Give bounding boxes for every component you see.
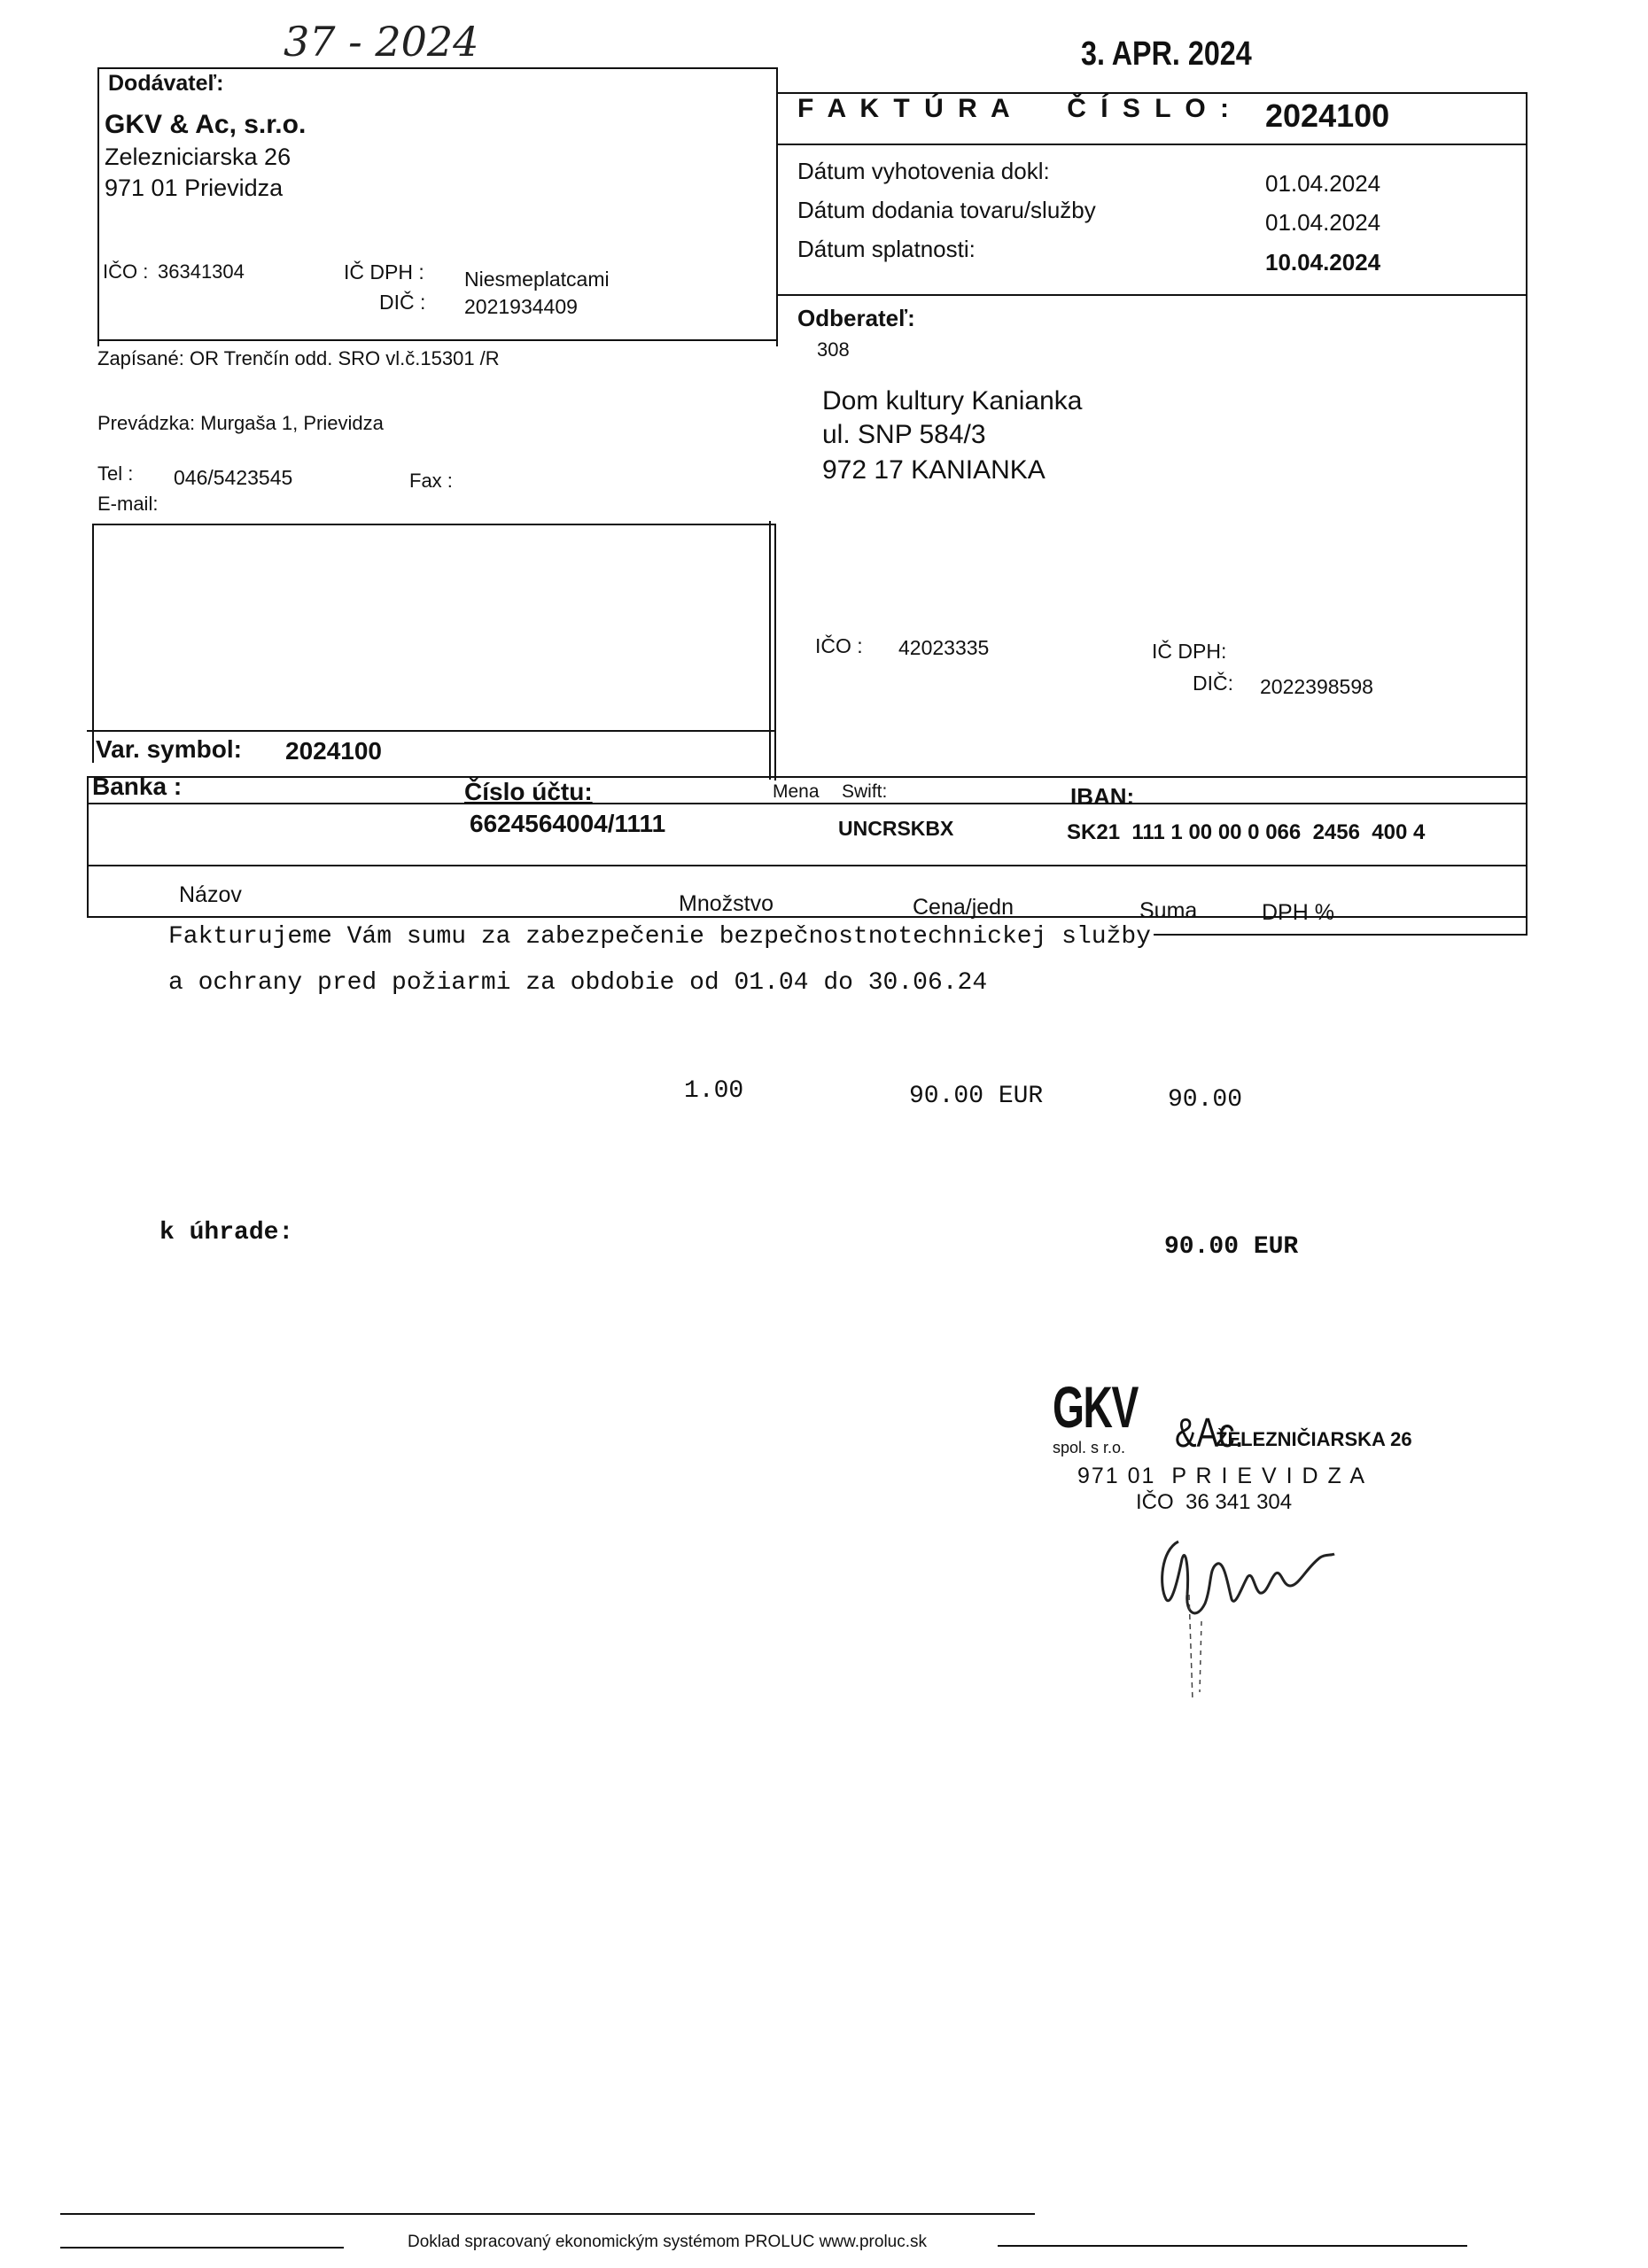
column-unit-price: Cena/jedn <box>913 895 1014 920</box>
supplier-city: 971 01 Prievidza <box>105 175 284 201</box>
customer-heading: Odberateľ: <box>797 305 915 331</box>
supplier-premises: Prevádzka: Murgaša 1, Prievidza <box>97 412 384 434</box>
supplier-tel-label: Tel : <box>97 462 134 485</box>
customer-icdph-label: IČ DPH: <box>1152 640 1227 663</box>
date-issued-label: Dátum vyhotovenia dokl: <box>797 158 1050 184</box>
column-vat: DPH % <box>1262 900 1334 925</box>
signature <box>1143 1515 1391 1710</box>
customer-ico: 42023335 <box>898 636 990 659</box>
customer-street: ul. SNP 584/3 <box>822 420 986 449</box>
stamp-city: 971 01 P R I E V I D Z A <box>1077 1464 1367 1488</box>
supplier-register: Zapísané: OR Trenčín odd. SRO vl.č.15301 /R <box>97 347 500 369</box>
column-quantity: Množstvo <box>679 891 773 916</box>
supplier-icdph-label: IČ DPH : <box>344 260 424 284</box>
total-amount: 90.00 EUR <box>1164 1233 1299 1261</box>
supplier-street: Zelezniciarska 26 <box>105 144 292 170</box>
column-name: Názov <box>179 882 242 907</box>
received-date-stamp: 3. APR. 2024 <box>1081 35 1252 73</box>
supplier-ico-label: IČO : <box>103 260 149 283</box>
bank-label: Banka : <box>92 773 183 800</box>
description-line-1: Fakturujeme Vám sumu za zabezpečenie bezpečnostnotechnickej služby <box>168 923 1151 951</box>
stamp-logo: GKV <box>1053 1374 1138 1440</box>
date-due: 10.04.2024 <box>1265 249 1381 276</box>
account-number: 6624564004/1111 <box>470 810 666 837</box>
swift-code: UNCRSKBX <box>838 817 954 840</box>
stamp-ico: IČO 36 341 304 <box>1136 1490 1293 1514</box>
footer-note: Doklad spracovaný ekonomickým systémom PROLUC www.proluc.sk <box>408 2233 928 2251</box>
customer-ico-label: IČO : <box>815 634 863 657</box>
var-symbol: 2024100 <box>285 737 383 765</box>
iban: SK21 111 1 00 00 0 066 2456 400 4 <box>1067 820 1426 844</box>
supplier-name: GKV & Ac, s.r.o. <box>105 110 307 139</box>
supplier-dic: 2021934409 <box>464 295 578 318</box>
customer-code: 308 <box>817 338 850 361</box>
supplier-email-label: E-mail: <box>97 493 159 515</box>
stamp-suffix: &Ac. <box>1175 1410 1244 1456</box>
date-issued: 01.04.2024 <box>1265 170 1381 197</box>
customer-city: 972 17 KANIANKA <box>822 455 1046 485</box>
var-symbol-label: Var. symbol: <box>96 735 242 763</box>
customer-dic-label: DIČ: <box>1193 672 1233 695</box>
supplier-dic-label: DIČ : <box>379 291 426 314</box>
currency-label: Mena <box>773 781 820 802</box>
invoice-number: 2024100 <box>1265 97 1390 134</box>
invoice-title: F A K T Ú R A Č Í S L O : <box>797 94 1232 123</box>
date-due-label: Dátum splatnosti: <box>797 236 976 262</box>
item-unit-price: 90.00 EUR <box>909 1083 1044 1110</box>
item-quantity: 1.00 <box>684 1077 744 1105</box>
customer-dic: 2022398598 <box>1260 675 1373 698</box>
iban-label: IBAN: <box>1070 783 1135 810</box>
description-line-2: a ochrany pred požiarmi za obdobie od 01.04 do 30.06.24 <box>168 969 988 997</box>
supplier-fax-label: Fax : <box>409 470 453 492</box>
supplier-heading: Dodávateľ: <box>108 71 224 96</box>
item-sum: 90.00 <box>1168 1086 1243 1114</box>
supplier-ico: 36341304 <box>158 260 245 283</box>
date-delivery: 01.04.2024 <box>1265 209 1381 236</box>
customer-name: Dom kultury Kanianka <box>822 386 1083 416</box>
supplier-icdph: Niesmeplatcami <box>464 268 610 291</box>
supplier-tel: 046/5423545 <box>174 466 293 489</box>
stamp-street: ŽELEZNIČIARSKA 26 <box>1216 1428 1412 1450</box>
swift-label: Swift: <box>842 781 888 802</box>
total-label: k úhrade: <box>159 1219 294 1247</box>
account-label: Číslo účtu: <box>464 778 593 805</box>
column-sum: Suma <box>1139 898 1198 923</box>
stamp-form: spol. s r.o. <box>1053 1439 1126 1456</box>
handwritten-reference: 37 - 2024 <box>284 18 479 66</box>
date-delivery-label: Dátum dodania tovaru/služby <box>797 197 1096 223</box>
